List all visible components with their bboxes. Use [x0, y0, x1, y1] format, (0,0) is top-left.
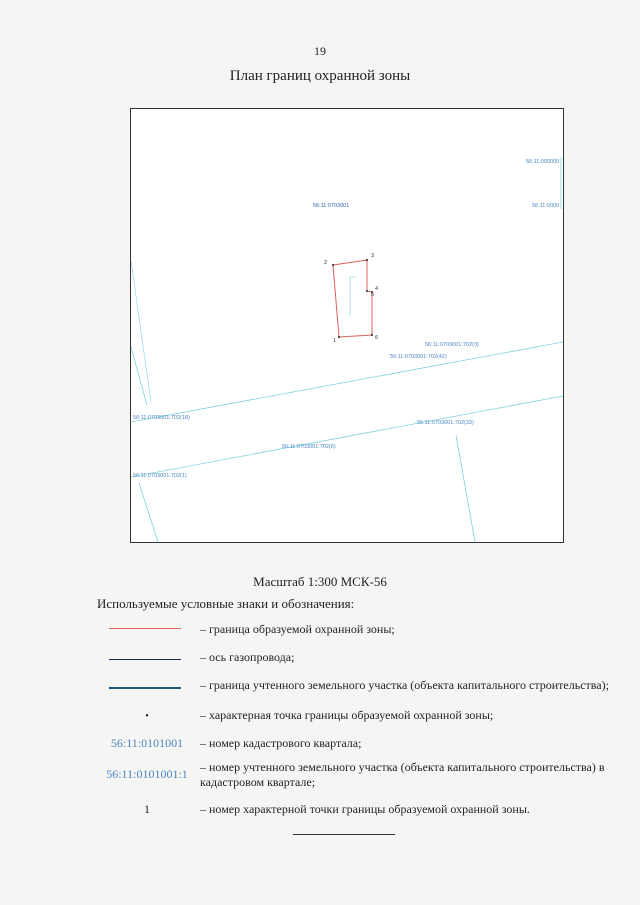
point-label: 2 [324, 260, 328, 266]
protection-zone-boundary [333, 260, 375, 337]
parcel-label: 56:11:000000 [526, 159, 560, 165]
parcel-label: 56:11:0000 [532, 203, 560, 209]
parcel-label: 56:11:0703001:702(3) [425, 342, 479, 348]
cadastral-quarter-label: 56:11:0703001 [313, 203, 350, 209]
page-number: 19 [314, 44, 326, 58]
zone-boundary-symbol [109, 628, 181, 629]
scale-text: Масштаб 1:300 МСК-56 [253, 574, 387, 589]
parcel-label: 56:11:0703001:702(42) [390, 354, 447, 360]
parcel-boundary-line [139, 483, 158, 542]
parcel-label: 56:11:0703001:702(1) [133, 473, 187, 479]
point-label: 5 [371, 292, 375, 298]
legend-heading: Используемые условные знаки и обозначения: [97, 596, 355, 611]
parcel-boundary-symbol [109, 687, 181, 689]
parcel-number-symbol: 56:11:0101001:1 [106, 767, 188, 781]
legend-desc: – граница образуемой охранной зоны; [200, 622, 395, 636]
point-label: 1 [333, 338, 337, 344]
boundary-point [371, 334, 373, 336]
legend-desc: – граница учтенного земельного участка (объекта капитального строительства); [200, 678, 609, 692]
parcel-boundary-line [131, 342, 563, 422]
legend-desc: – ось газопровода; [200, 650, 295, 664]
quarter-number-symbol: 56:11:0101001 [110, 736, 184, 750]
parcel-label: 56:11:0703001:702(6) [282, 444, 336, 450]
legend-desc: – номер кадастрового квартала; [200, 736, 362, 750]
legend-desc: – характерная точка границы образуемой охранной зоны; [200, 708, 494, 722]
boundary-point-symbol: • [145, 711, 149, 722]
legend-desc: – номер учтенного земельного участка (объекта капитального строительства) в кадастровом квартале; [200, 760, 605, 789]
page-title: План границ охранной зоны [229, 68, 411, 84]
point-label: 4 [375, 286, 379, 292]
pipeline-axis-symbol [109, 659, 181, 660]
parcel-label: 56:11:0703001:702(18) [133, 415, 190, 421]
boundary-point [366, 259, 368, 261]
legend-desc: – номер характерной точки границы образуемой охранной зоны. [200, 802, 530, 816]
parcel-label: 56:11:0703001:702(33) [417, 420, 474, 426]
boundary-point [332, 264, 334, 266]
map-drawing [131, 109, 563, 542]
parcel-boundary-line [131, 396, 563, 477]
point-number-symbol: 1 [144, 802, 150, 816]
point-label: 3 [371, 253, 375, 259]
boundary-point [338, 336, 340, 338]
boundary-plan-map [130, 108, 564, 543]
parcel-boundary-line [456, 435, 475, 542]
closing-rule [293, 834, 395, 835]
parcel-boundary-line [131, 261, 151, 402]
boundary-point [366, 290, 368, 292]
point-label: 6 [375, 335, 379, 341]
